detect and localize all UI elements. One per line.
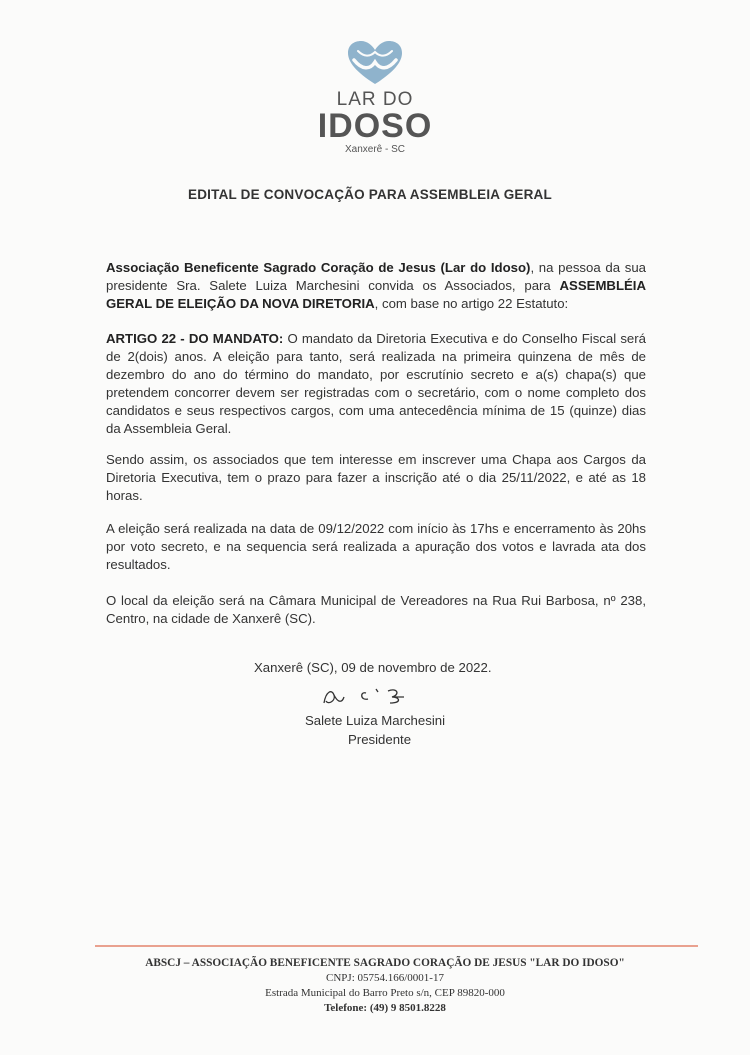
association-name: Associação Beneficente Sagrado Coração de Jesus (Lar do Idoso): [106, 260, 531, 275]
footer-address: Estrada Municipal do Barro Preto s/n, CEP 89820-000: [265, 987, 505, 999]
paragraph-article-22: [106, 330, 646, 438]
dateline: Xanxerê (SC), 09 de novembro de 2022.: [254, 660, 492, 675]
footer-association: ABSCJ – ASSOCIAÇÃO BENEFICENTE SAGRADO CORAÇÃO DE JESUS "LAR DO IDOSO": [145, 957, 625, 969]
paragraph-election-date: A eleição será realizada na data de 09/12/2022 com início às 17hs e encerramento às 20hs por voto secreto, e na sequencia será realizada a apuração dos votos e lavrada ata dos resultados.: [106, 521, 646, 572]
assembly-name: ASSEMBLÉIA GERAL DE ELEIÇÃO DA NOVA DIRETORIA: [106, 278, 646, 311]
logo-text-top: LAR DO: [336, 89, 414, 110]
signer-role: Presidente: [348, 732, 412, 747]
paragraph-election-location: O local da eleição será na Câmara Municipal de Vereadores na Rua Rui Barbosa, nº 238, Centro, na cidade de Xanxerê (SC).: [106, 593, 646, 626]
paragraph-text: , na pessoa da sua presidente Sra. Salete Luiza Marchesini convida os Associados, para: [106, 260, 646, 293]
footer-cnpj: CNPJ: 05754.166/0001-17: [326, 972, 444, 984]
heart-logo-icon: [346, 40, 404, 86]
footer: [0, 955, 750, 1016]
logo-text-main: IDOSO: [317, 107, 433, 145]
logo-location: Xanxerê - SC: [344, 144, 406, 155]
article-heading: ARTIGO 22 - DO MANDATO:: [106, 331, 284, 346]
paragraph-registration: Sendo assim, os associados que tem interesse em inscrever uma Chapa aos Cargos da Diretoria Executiva, tem o prazo para fazer a inscrição até o dia 25/11/2022, e até as 18 horas.: [106, 452, 646, 503]
paragraph-text: , com base no artigo 22 Estatuto:: [374, 296, 569, 311]
logo: [300, 40, 450, 156]
document-title: EDITAL DE CONVOCAÇÃO PARA ASSEMBLEIA GERAL: [188, 187, 552, 202]
signature-icon: [318, 683, 418, 711]
paragraph-text: O mandato da Diretoria Executiva e do Conselho Fiscal será de 2(dois) anos. A eleição para tanto, será realizada na primeira quinzena de mês de dezembro do ano do término do mandato, por escrutínio secreto e a(s) chapa(s) que pretendem concorrer devem ser registradas com o secretário, com o nome completo dos candidatos e seus respectivos cargos, com uma antecedência mínima de 15 (quinze) dias da Assembleia Geral.: [106, 331, 646, 436]
footer-phone: Telefone: (49) 9 8501.8228: [324, 1002, 446, 1014]
signer-name: Salete Luiza Marchesini: [305, 713, 446, 728]
paragraph-convocation: [106, 259, 646, 313]
footer-divider: [95, 945, 698, 947]
